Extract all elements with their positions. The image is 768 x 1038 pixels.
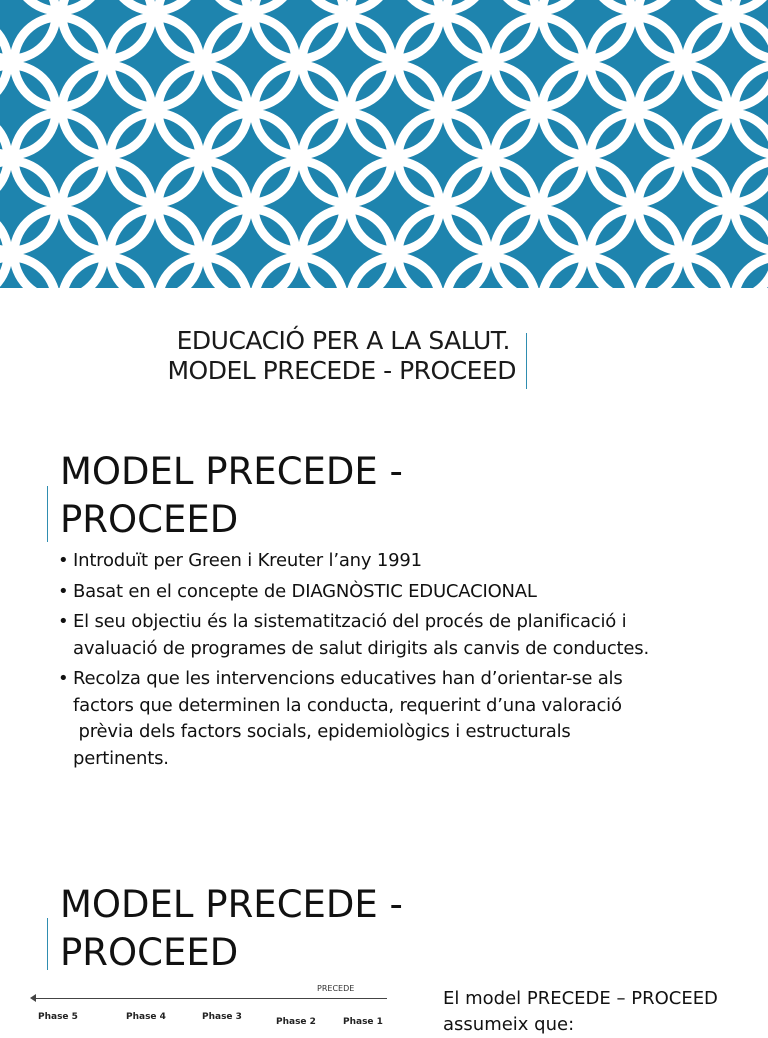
bullet-text-line: pertinents. [73, 747, 169, 769]
bullet-text-line: Introduït per Green i Kreuter l’any 1991 [73, 550, 422, 571]
phase-label: Phase 1 [343, 1017, 383, 1024]
section-heading-2 [60, 881, 403, 977]
bullet-item [58, 548, 758, 575]
bullet-text-line: Basat en el concepte de DIAGNÒSTIC EDUCACIONAL [73, 580, 537, 602]
interlocking-circles-pattern [0, 0, 768, 288]
heading-line-1: MODEL PRECEDE - [60, 450, 403, 493]
heading-line-2: PROCEED [60, 931, 239, 974]
heading-line-2: PROCEED [60, 498, 239, 541]
bullet-text-line: prèvia dels factors socials, epidemiològics i estructurals [73, 721, 571, 742]
model-description [443, 986, 743, 1038]
bullet-icon: • [58, 580, 69, 602]
section-heading-1 [60, 448, 403, 544]
phase-label: Phase 2 [276, 1017, 316, 1024]
bullet-item [58, 666, 758, 772]
phase-label: Phase 4 [126, 1012, 166, 1022]
bullet-item [58, 579, 758, 606]
slide-title [0, 326, 516, 386]
bullet-text-line: El seu objectiu és la sistematització del procés de planificació i [73, 611, 627, 632]
section-accent-rule [47, 486, 48, 542]
precede-proceed-diagram [30, 972, 412, 1024]
phase-label: Phase 5 [38, 1012, 78, 1022]
bullet-text-line: Recolza que les intervencions educatives han d’orientar-se als [73, 668, 623, 689]
description-line-2: assumeix que: [443, 1014, 575, 1035]
bullet-icon: • [58, 611, 69, 632]
bullet-list [58, 548, 758, 776]
heading-line-1: MODEL PRECEDE - [60, 883, 403, 926]
phase-label: Phase 3 [202, 1012, 242, 1022]
bullet-text-line: factors que determinen la conducta, requerint d’una valoració [73, 694, 622, 716]
bullet-icon: • [58, 550, 69, 571]
bullet-text-line: avaluació de programes de salut dirigits als canvis de conductes. [73, 637, 649, 659]
description-line-1: El model PRECEDE – PROCEED [443, 988, 718, 1009]
decorative-banner [0, 0, 768, 288]
bullet-icon: • [58, 668, 69, 689]
bullet-item [58, 609, 758, 662]
precede-label: PRECEDE [317, 984, 355, 993]
title-line-2: MODEL PRECEDE - PROCEED [167, 356, 516, 385]
phase-axis-line [35, 998, 387, 999]
title-accent-rule [526, 333, 527, 389]
section-accent-rule-2 [47, 918, 48, 970]
title-line-1: EDUCACIÓ PER A LA SALUT. [176, 326, 510, 355]
